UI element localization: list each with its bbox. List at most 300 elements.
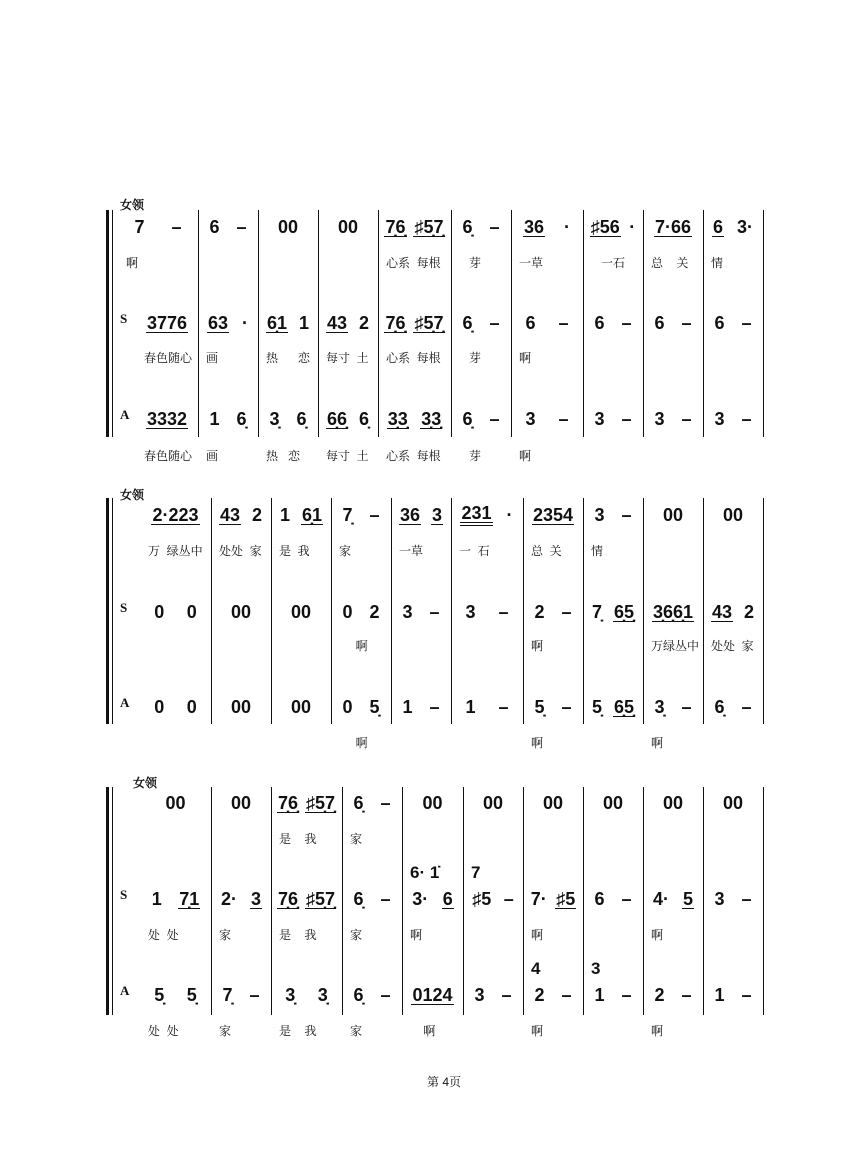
note-group: – — [621, 889, 632, 909]
note-group: 2 — [654, 985, 665, 1005]
barline — [763, 498, 764, 724]
note-group: – — [561, 602, 572, 622]
measure-notes — [646, 697, 700, 717]
chord-upper-note: 3 — [591, 959, 601, 978]
note-group: 3 — [525, 409, 536, 429]
measure-notes — [454, 313, 508, 333]
lyric-text: 春色随心 — [144, 449, 193, 463]
lyric-text: 家 — [350, 832, 363, 846]
note-group: 7· — [530, 889, 547, 909]
note-group: 1 — [402, 697, 413, 717]
barline — [451, 498, 452, 724]
lyric-text: 啊 — [519, 351, 532, 365]
note-group: 1 — [465, 697, 476, 717]
barline — [211, 498, 212, 724]
note-group: 0 — [154, 602, 165, 622]
note-group: 6 — [714, 313, 725, 333]
note-group: 6̣1 — [266, 312, 288, 333]
note-group: 00 — [230, 602, 252, 622]
note-group: – — [681, 313, 692, 333]
note-group: 7̣6̣ — [277, 888, 299, 909]
measure-notes — [586, 409, 640, 429]
note-group: ♯5̣7̣ — [414, 312, 444, 333]
lead-voice-label: 女领 — [120, 488, 145, 502]
barline — [583, 498, 584, 724]
note-group: 2 — [251, 505, 262, 525]
note-group: 5̣ — [186, 985, 197, 1005]
note-group: – — [236, 217, 247, 237]
lyric-text: 是 我 — [279, 1024, 317, 1038]
note-group: 2 — [743, 602, 754, 622]
lyric-text: 心系 每根 — [386, 449, 441, 463]
note-group: 6̣ — [462, 409, 473, 429]
note-group: 3 — [402, 602, 413, 622]
note-group: – — [249, 985, 260, 1005]
note-group: 3 — [654, 409, 665, 429]
measure-notes — [454, 217, 508, 237]
chord-upper-note: 7 — [471, 863, 481, 882]
measure-notes — [139, 409, 195, 429]
measure-notes — [586, 217, 640, 237]
measure-notes — [261, 313, 315, 333]
lead-voice-label: 女领 — [120, 198, 145, 212]
note-group: · — [242, 313, 248, 333]
note-group: ♯5̣7̣ — [305, 792, 336, 813]
lyric-text: 处 处 — [148, 928, 179, 942]
note-group: – — [681, 697, 692, 717]
measure-notes — [646, 985, 700, 1005]
lyric-text: 情 — [591, 544, 604, 558]
measure-notes — [454, 409, 508, 429]
measure-notes — [143, 889, 208, 909]
note-group: – — [681, 985, 692, 1005]
system-bracket — [106, 787, 109, 1015]
note-group: 3332 — [146, 408, 188, 429]
note-group: 3̣ — [285, 985, 296, 1005]
lyric-text: 心系 每根 — [386, 351, 441, 365]
measure-notes — [201, 217, 255, 237]
note-group: 00 — [230, 793, 252, 813]
barline — [463, 787, 464, 1015]
measure-notes — [143, 505, 208, 525]
measure-notes — [586, 889, 640, 909]
measure-notes — [214, 889, 268, 909]
note-group: 3̣3̣ — [387, 408, 408, 429]
lyric-text: 啊 — [651, 736, 664, 750]
measure-notes — [121, 217, 195, 237]
measure-notes — [706, 505, 760, 525]
lyric-text: 家 — [350, 1024, 363, 1038]
note-group: 6̣ — [462, 217, 473, 237]
measure-notes — [514, 409, 580, 429]
measure-notes — [321, 409, 375, 429]
lyric-text: 每寸 土 — [326, 449, 369, 463]
lyric-text: 每寸 土 — [326, 351, 369, 365]
barline — [211, 787, 212, 1015]
note-group: – — [171, 217, 182, 237]
note-group: 5̣ — [369, 697, 380, 717]
note-group: 3776 — [146, 312, 188, 333]
barline — [331, 498, 332, 724]
note-group: 3̣ — [269, 409, 280, 429]
measure-notes — [586, 505, 640, 525]
note-group: 4· — [652, 889, 669, 909]
barline — [643, 210, 644, 437]
lyric-text: 芽 — [459, 256, 482, 270]
note-group: – — [489, 217, 500, 237]
measure-notes — [514, 313, 580, 333]
note-group: 3̣3̣ — [421, 408, 442, 429]
note-group: – — [561, 697, 572, 717]
note-group: 00 — [337, 217, 359, 237]
barline — [643, 498, 644, 724]
barline — [271, 787, 272, 1015]
measure-notes — [274, 985, 339, 1005]
note-group: 1 — [151, 889, 162, 909]
measure-notes — [345, 889, 399, 909]
note-group: 7̣ — [591, 602, 602, 622]
note-group: 5̣ — [534, 697, 545, 717]
measure-notes — [586, 602, 640, 622]
measure-notes — [646, 409, 700, 429]
measure-notes — [321, 217, 375, 237]
note-group: 3̣6̣6̣1 — [652, 601, 694, 622]
lyric-text: 一草 — [519, 256, 544, 270]
note-group: 7̣6̣ — [385, 216, 406, 237]
measure-notes — [586, 313, 640, 333]
measure-notes — [274, 697, 328, 717]
lyric-text: 处处 家 — [219, 544, 262, 558]
measure-notes — [586, 793, 640, 813]
lyric-text: 热 恋 — [266, 449, 301, 463]
lyric-text: 啊 — [126, 256, 139, 270]
note-group: ♯5̣7̣ — [414, 216, 444, 237]
note-group: 2 — [369, 602, 380, 622]
lyric-text: 啊 — [339, 639, 368, 653]
note-group: 3 — [465, 602, 476, 622]
note-group: · — [629, 217, 636, 237]
measure-notes — [646, 505, 700, 525]
barline — [763, 210, 764, 437]
note-group: 6̣ — [358, 409, 369, 429]
note-group: – — [489, 313, 500, 333]
measure-notes — [394, 697, 448, 717]
note-group: – — [429, 602, 440, 622]
measure-notes — [143, 697, 208, 717]
note-group: 6̣5̣ — [613, 601, 634, 622]
page-number: 第 4页 — [427, 1075, 462, 1089]
chord-upper-note: 4 — [531, 959, 541, 978]
system-bracket-line — [112, 787, 113, 1015]
barline — [378, 210, 379, 437]
note-group: 0124 — [412, 984, 453, 1005]
barline — [583, 787, 584, 1015]
measure-notes — [586, 985, 640, 1005]
note-group: – — [561, 985, 572, 1005]
measure-notes — [646, 313, 700, 333]
note-group: – — [369, 505, 380, 525]
part-label-a: A — [120, 695, 130, 710]
note-group: 3 — [594, 505, 605, 525]
barline — [511, 210, 512, 437]
note-group: 3 — [474, 985, 485, 1005]
note-group: 6̣ — [296, 409, 307, 429]
note-group: 1 — [714, 985, 725, 1005]
barline — [523, 787, 524, 1015]
note-group: 0 — [342, 602, 353, 622]
part-label-s: S — [120, 600, 128, 615]
system-bracket — [106, 210, 109, 437]
note-group: 231 — [460, 504, 492, 526]
measure-notes — [706, 697, 760, 717]
measure-notes — [405, 889, 460, 909]
note-group: 1 — [279, 505, 290, 525]
measure-notes — [646, 793, 700, 813]
measure-notes — [405, 985, 460, 1005]
measure-notes — [405, 793, 460, 813]
measure-notes — [381, 313, 448, 333]
measure-notes — [214, 985, 268, 1005]
lyric-text: 芽 — [459, 449, 482, 463]
note-group: 3 — [714, 889, 725, 909]
note-group: 00 — [482, 793, 504, 813]
measure-notes — [321, 313, 375, 333]
note-group: – — [621, 985, 632, 1005]
note-group: 6 — [442, 888, 453, 909]
measure-notes — [706, 793, 760, 813]
note-group: 5̣ — [154, 985, 165, 1005]
measure-notes — [526, 889, 580, 909]
part-label-s: S — [120, 887, 128, 902]
note-group: 6̣ — [714, 697, 725, 717]
measure-notes — [526, 697, 580, 717]
note-group: 63 — [207, 312, 229, 333]
barline — [523, 498, 524, 724]
note-group: – — [380, 889, 391, 909]
note-group: – — [621, 409, 632, 429]
measure-notes — [466, 985, 520, 1005]
measure-notes — [646, 889, 700, 909]
lyric-text: 是 我 — [279, 832, 317, 846]
note-group: – — [501, 985, 512, 1005]
note-group: – — [681, 409, 692, 429]
barline — [763, 787, 764, 1015]
lyric-text: 是 我 — [279, 928, 317, 942]
note-group: 00 — [662, 505, 684, 525]
part-label-a: A — [120, 407, 130, 422]
measure-notes — [345, 985, 399, 1005]
note-group: – — [741, 985, 752, 1005]
measure-notes — [274, 505, 328, 525]
measure-notes — [201, 409, 255, 429]
note-group: 0 — [342, 697, 353, 717]
barline — [318, 210, 319, 437]
lyric-text: 家 — [350, 928, 363, 942]
note-group: 00 — [165, 793, 186, 813]
lyric-text: 一草 — [399, 544, 424, 558]
note-group: 2 — [534, 602, 545, 622]
lyric-text: 啊 — [531, 928, 544, 942]
note-group: ♯5 — [556, 888, 576, 909]
measure-notes — [466, 889, 520, 909]
note-group: – — [380, 793, 391, 813]
note-group: 6 — [712, 216, 723, 237]
measure-notes — [526, 793, 580, 813]
note-group: 6̣1 — [301, 504, 322, 525]
measure-notes — [394, 505, 448, 525]
note-group: 6 — [525, 313, 536, 333]
barline — [258, 210, 259, 437]
measure-notes — [514, 217, 580, 237]
note-group: ♯5̣7̣ — [305, 888, 336, 909]
note-group: 2354 — [532, 504, 574, 525]
note-group: 00 — [722, 793, 744, 813]
barline — [198, 210, 199, 437]
note-group: 5 — [682, 888, 693, 909]
note-group: ♯56 — [590, 216, 620, 237]
lyric-text: 啊 — [410, 928, 423, 942]
measure-notes — [526, 985, 580, 1005]
note-group: 2 — [534, 985, 545, 1005]
lyric-text: 啊 — [531, 1024, 544, 1038]
note-group: 6̣ — [462, 313, 473, 333]
note-group: 5̣ — [591, 697, 602, 717]
barline — [402, 787, 403, 1015]
lyric-text: 总 关 — [651, 256, 689, 270]
measure-notes — [706, 217, 760, 237]
note-group: 00 — [290, 602, 312, 622]
note-group: 00 — [722, 505, 744, 525]
note-group: 6̣ — [353, 985, 364, 1005]
lead-voice-label: 女领 — [133, 776, 158, 790]
system-bracket-line — [112, 210, 113, 437]
note-group: – — [489, 409, 500, 429]
measure-notes — [454, 697, 520, 717]
note-group: 00 — [422, 793, 443, 813]
measure-notes — [274, 793, 339, 813]
part-label-s: S — [120, 311, 128, 326]
measure-notes — [526, 602, 580, 622]
note-group: 6 — [594, 889, 605, 909]
note-group: 3 — [250, 888, 261, 909]
measure-notes — [646, 602, 700, 622]
note-group: ♯5 — [472, 889, 492, 909]
measure-notes — [706, 889, 760, 909]
measure-notes — [706, 985, 760, 1005]
measure-notes — [454, 602, 520, 622]
note-group: · — [506, 505, 513, 525]
measure-notes — [201, 313, 255, 333]
note-group: 0 — [186, 602, 197, 622]
barline — [451, 210, 452, 437]
note-group: 00 — [290, 697, 312, 717]
note-group: 2· — [220, 889, 237, 909]
note-group: 7̣ — [222, 985, 233, 1005]
barline — [703, 498, 704, 724]
lyric-text: 热 恋 — [266, 351, 311, 365]
note-group: 00 — [662, 793, 684, 813]
measure-notes — [274, 602, 328, 622]
lyric-text: 是 我 — [279, 544, 310, 558]
note-group: 7 — [134, 217, 145, 237]
measure-notes — [214, 602, 268, 622]
lyric-text: 万 绿丛中 — [148, 544, 203, 558]
note-group: 3· — [412, 889, 429, 909]
note-group: 6 — [594, 313, 605, 333]
measure-notes — [706, 409, 760, 429]
lyric-text: 啊 — [339, 736, 368, 750]
lyric-text: 处 处 — [148, 1024, 179, 1038]
lyric-text: 啊 — [651, 928, 664, 942]
note-group: 3· — [736, 217, 753, 237]
lyric-text: 画 — [206, 449, 219, 463]
note-group: 6̣ — [353, 793, 364, 813]
measure-notes — [394, 602, 448, 622]
lyric-text: 画 — [206, 351, 219, 365]
note-group: 0 — [154, 697, 165, 717]
note-group: 3 — [431, 504, 442, 525]
note-group: 1 — [209, 409, 220, 429]
note-group: 36 — [399, 504, 421, 525]
measure-notes — [274, 889, 339, 909]
measure-notes — [334, 505, 388, 525]
measure-notes — [345, 793, 399, 813]
note-group: 7̣1 — [179, 888, 200, 909]
note-group: 6̣ — [236, 409, 247, 429]
lyric-text: 家 — [219, 928, 232, 942]
measure-notes — [143, 985, 208, 1005]
barline — [703, 787, 704, 1015]
lyric-text: 啊 — [519, 449, 532, 463]
lyric-text: 家 — [219, 1024, 232, 1038]
measure-notes — [381, 409, 448, 429]
measure-notes — [454, 505, 520, 525]
note-group: 7·66 — [654, 216, 692, 237]
note-group: 00 — [602, 793, 624, 813]
note-group: 43 — [711, 601, 733, 622]
lyric-text: 总 关 — [531, 544, 562, 558]
part-label-a: A — [120, 983, 130, 998]
note-group: 3̣ — [317, 985, 328, 1005]
note-group: – — [558, 409, 569, 429]
lyric-text: 啊 — [410, 1024, 436, 1038]
note-group: 3 — [714, 409, 725, 429]
note-group: 6 — [209, 217, 220, 237]
measure-notes — [214, 505, 268, 525]
note-group: – — [503, 889, 514, 909]
measure-notes — [334, 697, 388, 717]
barline — [271, 498, 272, 724]
note-group: – — [429, 697, 440, 717]
note-group: 00 — [542, 793, 564, 813]
note-group: 7̣ — [342, 505, 353, 525]
note-group: 2·223 — [152, 504, 199, 525]
lyric-text: 处处 家 — [711, 639, 754, 653]
lyric-text: 芽 — [459, 351, 482, 365]
note-group: 43 — [219, 504, 241, 525]
lyric-text: 万绿丛中 — [651, 639, 700, 653]
measure-notes — [143, 602, 208, 622]
note-group: 3̣ — [654, 697, 665, 717]
note-group: 00 — [277, 217, 299, 237]
note-group: 1 — [298, 313, 309, 333]
barline — [583, 210, 584, 437]
measure-notes — [334, 602, 388, 622]
measure-notes — [526, 505, 580, 525]
system-bracket — [106, 498, 109, 724]
measure-notes — [214, 697, 268, 717]
measure-notes — [586, 697, 640, 717]
